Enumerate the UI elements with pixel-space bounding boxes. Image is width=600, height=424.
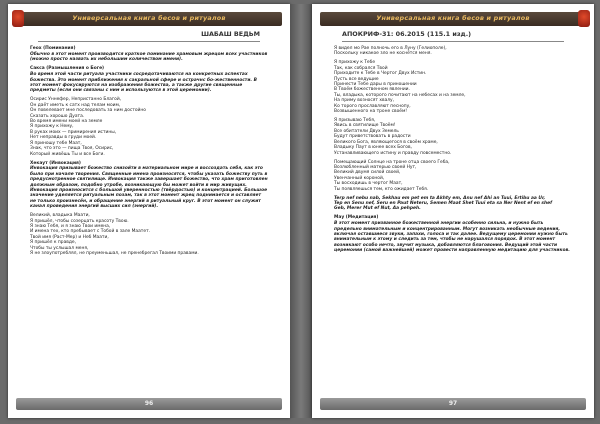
verse-line: Осирис Уннефер, Непристанно Благой, xyxy=(30,97,122,103)
right-footer xyxy=(320,398,586,410)
verse-line: Я приношу тебе Маат, xyxy=(30,140,82,146)
text-section xyxy=(334,160,572,192)
verse-line: Владыку Паут в юнее всех Богов, xyxy=(334,145,412,151)
verse-line: На приму возносят хвалу, xyxy=(334,98,395,104)
section-heading: Мау (Медитация) xyxy=(334,215,379,221)
verse-line: Помещающий Солнце на троне отца своего Геба, xyxy=(334,159,450,165)
text-section xyxy=(30,46,268,63)
verse-line: Знак, что это — пища Твоя, Осирис, xyxy=(30,146,114,152)
verse-line: Я знаю Тебя, и я знаю Твои имена, xyxy=(30,224,111,230)
section-heading: Хекаут (Инвокация) xyxy=(30,160,81,166)
text-section xyxy=(30,97,268,156)
verse-line: Я прихожу к Тебе xyxy=(334,60,376,66)
paragraph-text: Инвокация призывает божество снизойти в материальном мире и воссоздать себя, как это было при начале творения. Священные имена произносятся, чтобы указать божеству путь в предусмотренное святилище. Инвокация также завершает божество, что храм приготовлен должным образом, подобно утробе, возникающую бы может войти в мир живущих. Инвокация произносится с большой уверенностью (твёрдостью) и концентрацией. Большое значение уделяется ритуальным позам, так в этот момент жрец поднимается и оставляет не только произнесён, и обращение энергий в ритуальный круг. В этот момент он служит канал проведения энергий высших сил (энергий). xyxy=(30,166,268,210)
text-section xyxy=(334,215,572,253)
verse-line: Поскольку никакое зло не коснётся меня. xyxy=(334,51,432,57)
verse-line: Ты, владыка, которого почитают на небесах и на земле, xyxy=(334,92,466,98)
verse-line: Увенчанный короной, xyxy=(334,175,385,181)
text-section xyxy=(334,118,572,156)
right-page-title: АПОКРИФ-31: 06.2015 (115.1 изд.) xyxy=(342,30,564,42)
right-page-content xyxy=(334,46,572,388)
verse-line: Приходите к Тебе в Чертог Двух Истин. xyxy=(334,71,427,77)
section-heading: Геох (Поминания) xyxy=(30,46,76,51)
verse-line: Чтобы ты услышал меня, xyxy=(30,245,89,251)
verse-line: Я призываю Тебя, xyxy=(334,118,376,124)
text-section xyxy=(334,196,572,212)
left-banner-title: Универсальная книга бесов и ритуалов xyxy=(72,14,226,22)
verse-line: Во время имени моей на земле xyxy=(30,119,103,125)
verse-line: Все обитатели Двух Земель xyxy=(334,128,399,134)
verse-line: Устанавливающего истину и правду повсеместно. xyxy=(334,150,452,156)
verse-line: Он повелевает мне последовать за ним достойно xyxy=(30,108,146,114)
verse-line: Я пришёл к правде, xyxy=(30,240,76,246)
verse-line: Сказать хорошо Дуата. xyxy=(30,113,85,119)
left-footer xyxy=(16,398,282,410)
left-page-title: ШАБАШ ВЕДЬМ xyxy=(38,30,260,42)
verse-line: Нет неправды в груди моей. xyxy=(30,135,97,141)
verse-line: Я прихожу к Нему, xyxy=(30,124,74,130)
verse-line: Tep en Senu nef, Seru en Paut Neteru, Semen Maat Shet Tuui eta sa Ner Nent ef en shef xyxy=(334,200,553,206)
verse-line: В Твоём божественном явлении. xyxy=(334,87,410,93)
verse-line: Я не злоупотреблял, не преуменьшал, не пренебрегал Твоими правами. xyxy=(30,251,199,257)
text-section xyxy=(334,46,572,57)
verse-line: Твой имя (Раст-Мер) и Неб Маати, xyxy=(30,234,109,240)
left-emblem-icon xyxy=(12,10,24,27)
right-emblem-icon xyxy=(578,10,590,27)
verse-line: Возвышенного на троне своём! xyxy=(334,109,408,115)
paragraph-text: Обычно в этот момент производится краткое поминание храмовым жрецом всех участников (можно просто назвать их небольшим количеством имени). xyxy=(30,51,268,63)
left-page-number: 96 xyxy=(144,400,154,407)
verse-line: Явись в святилище Твоём! xyxy=(334,123,396,129)
right-page xyxy=(312,4,594,418)
text-section xyxy=(30,161,268,210)
left-page-content xyxy=(30,46,268,388)
verse-line: Terp nef nebu nab, Sekhau em pet em ta Akhty em, Anu nef Ahi an Tuui, Ertibu aa Ur, xyxy=(334,195,546,201)
left-header-banner xyxy=(16,12,282,26)
verse-line: Великий, владыка Маати, xyxy=(30,213,90,219)
text-section xyxy=(334,60,572,114)
verse-line: Ко торого прославляют песнопу, xyxy=(334,103,411,109)
right-header-banner xyxy=(320,12,586,26)
verse-line: Будут приветствовать в радости xyxy=(334,134,411,140)
verse-line: Я пришёл, чтобы созерцать красоту Твою. xyxy=(30,218,129,224)
verse-line: Великий двумя силой своей, xyxy=(334,170,401,176)
verse-line: Пусть все ведущие xyxy=(334,76,379,82)
verse-line: Я видел мо Рае полночь его в Луну (Гелиополе), xyxy=(334,46,447,51)
verse-line: Он даёт иметь к сатх над телам моим, xyxy=(30,102,121,108)
text-section xyxy=(30,66,268,94)
right-banner-title: Универсальная книга бесов и ритуалов xyxy=(376,14,530,22)
section-heading: Сакса (Размышления о Боге) xyxy=(30,66,105,72)
verse-line: Который живёшь Ты и все Боги. xyxy=(30,151,105,157)
verse-line: Так, как собрался Твой xyxy=(334,65,388,71)
right-page-number: 97 xyxy=(448,400,458,407)
verse-line: Ты появляешься тем, кто ожидает Тебя. xyxy=(334,186,429,192)
paragraph-text: В этот момент призванное божественной энергии особенно сильна, и нужно быть предельно внимательным и концентрированным. Могут возникать необычные ведения, включая оставшиеся звуки, запахи, голоса и так далее. Ведущему церемонии нужно быть внимательным к этому и следить за тем, чтобы не нарушался порядок. В этот момент возникают особо нечто, звучит музыка, добавляются благовония. Ведущий этой части церемонии (самой важнейшей) может провести направленную медитацию для участников. xyxy=(334,221,570,254)
left-page xyxy=(8,4,290,418)
verse-line: Принести Тебе дары в приношении xyxy=(334,82,417,88)
verse-line: Ты восходишь в чертог Маат, xyxy=(334,181,403,187)
verse-line: Великого Бога, являющегося в своём храме, xyxy=(334,139,438,145)
text-section xyxy=(30,213,268,256)
verse-line: Возлюбленный матерью своей Нут, xyxy=(334,164,417,170)
book-gutter xyxy=(290,4,312,418)
paragraph-text: Во время этой части ритуала участники сосредотачиваются на конкретных аспектах божества. Это момент приближения к сакральной сфере и острачнс бо-жественности. В этот момент фокусируются на изображения божества, а также другие священные предметы (если они связаны с ним и используются в этой церемонии). xyxy=(30,72,257,94)
verse-line: И имена тех, кто пребывает с Тобой в зале Маатет. xyxy=(30,229,151,235)
verse-line: В руках моих — примирения истины, xyxy=(30,129,117,135)
verse-line: Geb, Merer Mut ef Nut, Aa pehpeh. xyxy=(334,206,421,212)
